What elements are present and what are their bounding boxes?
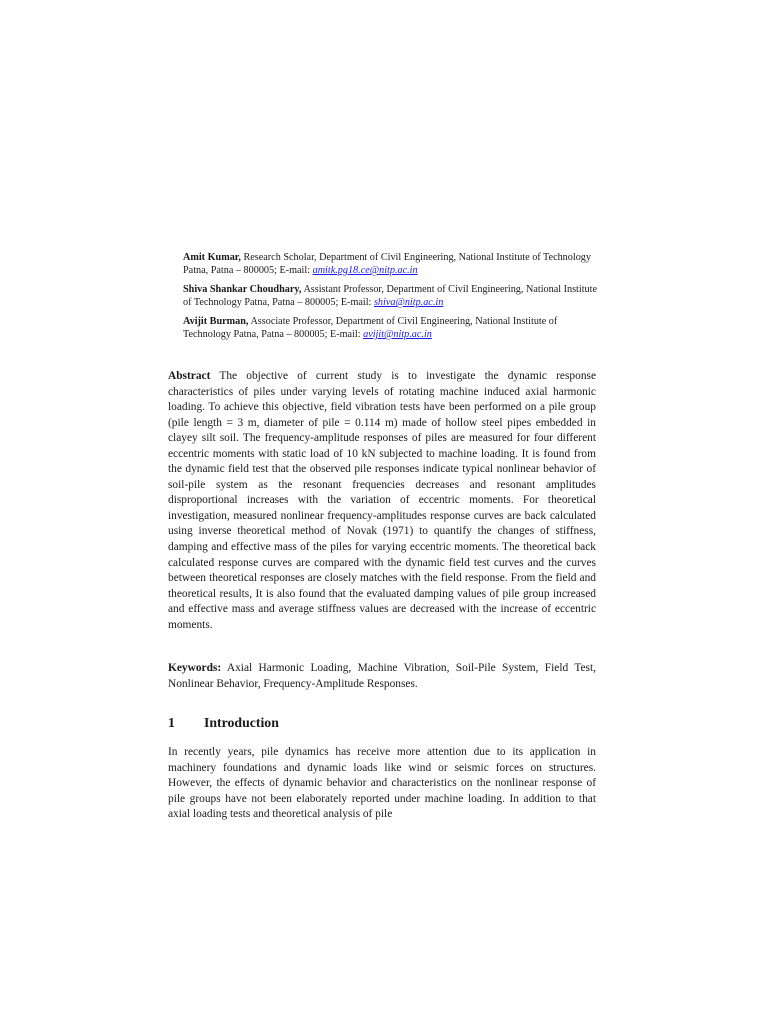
author-email-link[interactable]: avijit@nitp.ac.in	[363, 329, 432, 340]
author-name: Avijit Burman,	[183, 316, 249, 327]
abstract-label: Abstract	[168, 370, 211, 382]
abstract-text: The objective of current study is to investigate the dynamic response characteristics of piles under varying levels of rotating machine induced axial harmonic loading. To achieve this objective, field vibration tests have been performed on a pile group (pile length = 3 m, diameter of pile = 0.114 m) made of hollow steel pipes embedded in clayey silt soil. The frequency-amplitude responses of piles are measured for four different eccentric moments with static load of 10 kN subjected to machine loading. It is found from the dynamic field test that the observed pile responses indicate typical nonlinear behavior of soil-pile system as the resonant frequencies decreases and resonant amplitudes disproportional increases with the variation of eccentric moments. For theoretical investigation, measured nonlinear frequency-amplitudes response curves are back calculated using inverse theoretical method of Novak (1971) to quantify the changes of stiffness, damping and effective mass of the piles for varying eccentric moments. The theoretical back calculated response curves are compared with the dynamic field test curves and the curves between theoretical responses are closely matches with the field response. From the field and theoretical results, It is also found that the evaluated damping values of pile group increased and effective mass and average stiffness values are decreased with the increase of eccentric moments.	[168, 370, 596, 631]
author-list	[183, 251, 603, 347]
author-email-link[interactable]: shiva@nitp.ac.in	[373, 297, 444, 308]
section-number: 1	[168, 715, 175, 730]
abstract-block	[168, 369, 596, 633]
keywords-block	[168, 661, 596, 692]
author-email-link[interactable]: amitk.pg18.ce@nitp.ac.in	[312, 265, 418, 276]
section-heading	[168, 714, 596, 732]
author-entry	[183, 283, 603, 309]
keywords-label: Keywords:	[168, 662, 222, 674]
author-affiliation: Associate Professor, Department of Civil Engineering, National Institute of Technology Patna, Patna – 800005; E-mail:	[183, 316, 558, 340]
author-affiliation: Assistant Professor, Department of Civil Engineering, National Institute of Technology Patna, Patna – 800005; E-mail:	[183, 284, 597, 308]
introduction-paragraph: In recently years, pile dynamics has receive more attention due to its application in machinery foundations and dynamic loads like wind or seismic forces on structures. However, the effects of dynamic behavior and characteristics on the nonlinear response of pile groups have not been elaborately reported under machine loading. In addition to that axial loading tests and theoretical analysis of pile	[168, 746, 596, 821]
author-affiliation: Research Scholar, Department of Civil Engineering, National Institute of Technology Patna, Patna – 800005; E-mail:	[183, 252, 591, 276]
keywords-text: Axial Harmonic Loading, Machine Vibration, Soil-Pile System, Field Test, Nonlinear Behavior, Frequency-Amplitude Responses.	[168, 662, 596, 690]
author-entry	[183, 315, 603, 341]
author-name: Shiva Shankar Choudhary,	[183, 284, 302, 295]
author-entry	[183, 251, 603, 277]
author-name: Amit Kumar,	[183, 252, 241, 263]
section-title: Introduction	[204, 715, 279, 730]
